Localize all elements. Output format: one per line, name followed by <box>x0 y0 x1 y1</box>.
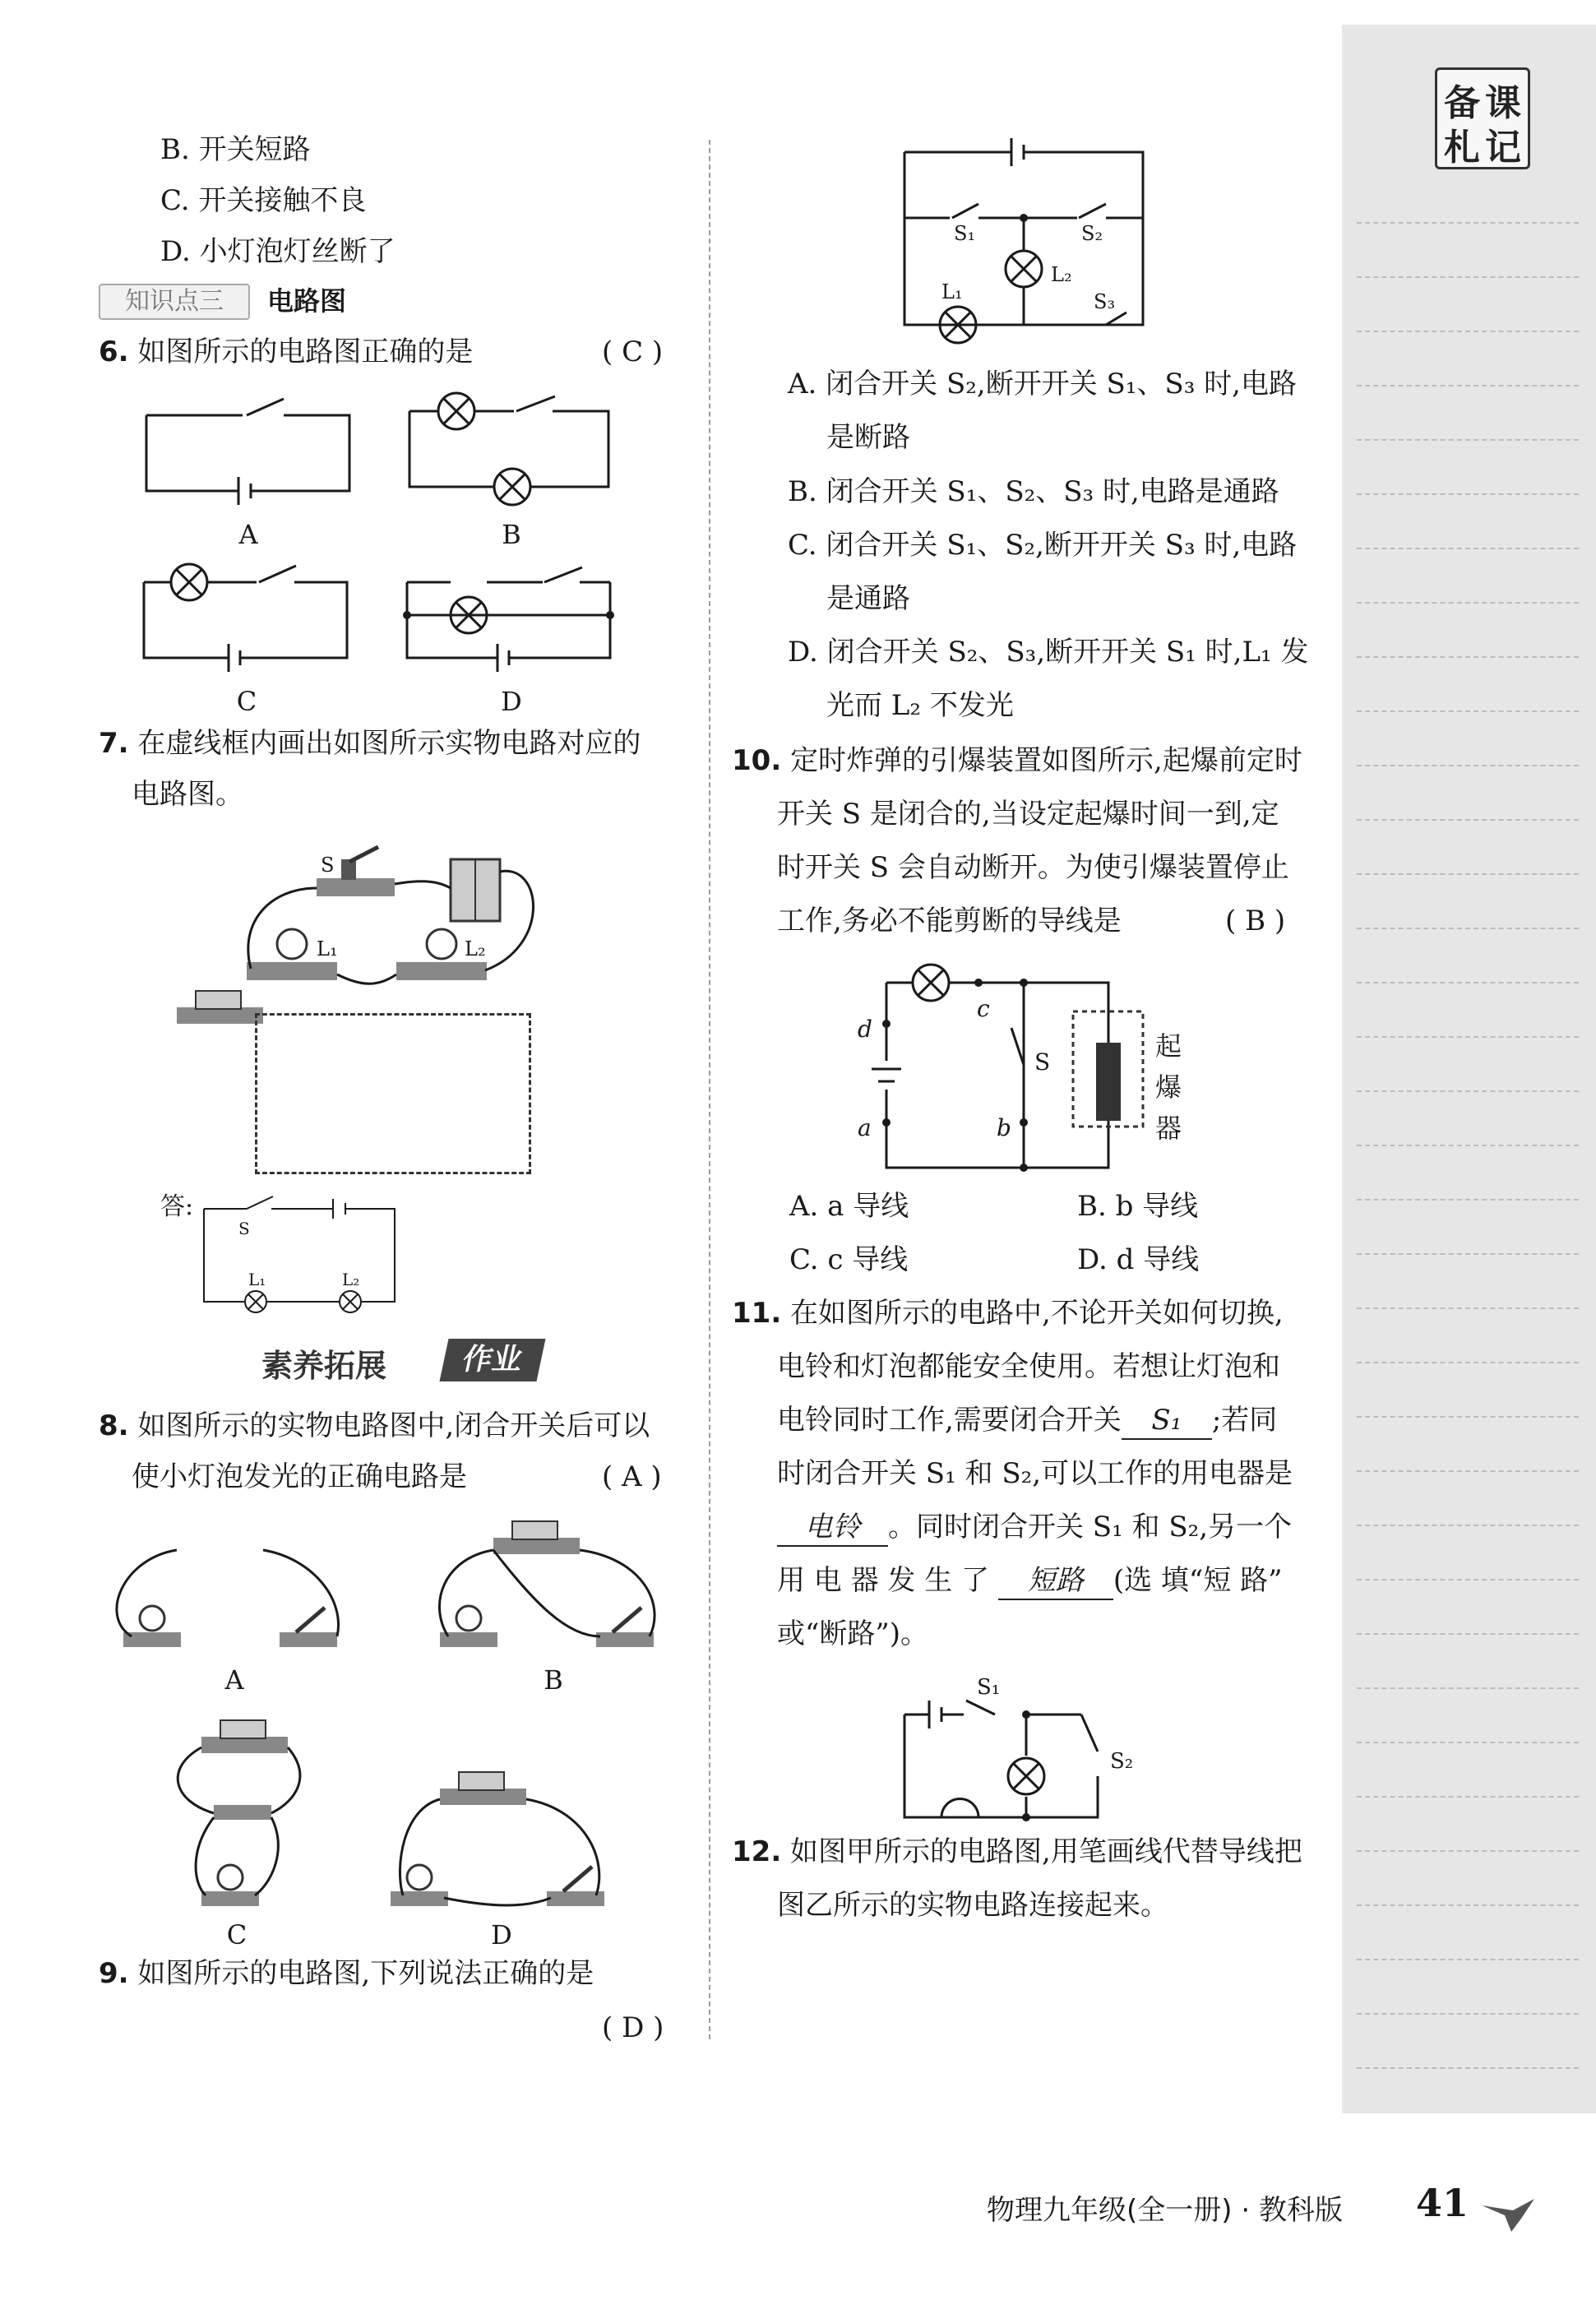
q10-stem <box>732 743 1302 779</box>
q8-line1: 如图所示的实物电路图中,闭合开关后可以 <box>137 1409 650 1442</box>
q10-label-c: c <box>977 995 990 1022</box>
q6-text: 如图所示的电路图正确的是 <box>137 336 474 368</box>
switch-knife-icon <box>341 859 356 880</box>
q7-answer-circuit <box>204 1196 395 1312</box>
q11-blank-2[interactable]: 电铃 <box>777 1509 888 1547</box>
q7-stem <box>99 725 641 761</box>
q10-device-3: 器 <box>1155 1113 1182 1144</box>
q10-line2: 开关 S 是闭合的,当设定起爆时间一到,定 <box>777 798 1279 831</box>
banner-tag: 作业 <box>439 1339 545 1381</box>
q9-option-c: C. 闭合开关 S₁、S₂,断开开关 S₃ 时,电路 <box>788 529 1298 562</box>
q11-line6-post: (选 填“短 路” <box>1113 1564 1283 1597</box>
q7-label-l1: L₁ <box>317 937 338 960</box>
bulb-icon <box>277 929 307 959</box>
q11-label-s1: S₁ <box>977 1675 1001 1700</box>
q9-option-a: A. 闭合开关 S₂,断开开关 S₁、S₃ 时,电路 <box>788 368 1297 400</box>
q10-number: 10. <box>732 744 782 777</box>
q7-answer-label-l1: L₁ <box>248 1270 266 1289</box>
q6-label-a: A <box>238 519 258 550</box>
q8-stem <box>99 1408 650 1444</box>
q7-answer-prefix: 答: <box>160 1192 194 1221</box>
q10-option-c: C. c 导线 <box>789 1243 909 1276</box>
q9-number: 9. <box>99 1957 129 1990</box>
q10-line1: 定时炸弹的引爆装置如图所示,起爆前定时 <box>790 744 1302 777</box>
q9-option-a-cont: 是断路 <box>826 421 910 454</box>
q11-blank-3[interactable]: 短路 <box>998 1562 1113 1600</box>
q9-label-l1: L₁ <box>941 280 963 303</box>
q11-line6-pre: 用 电 器 发 生 了 <box>777 1564 990 1597</box>
bulb-icon <box>427 929 456 959</box>
q11-label-s2: S₂ <box>1110 1749 1134 1774</box>
q9-option-d-cont: 光而 L₂ 不发光 <box>826 689 1014 722</box>
q11-stem <box>732 1295 1284 1331</box>
q6-label-c: C <box>236 686 257 717</box>
q6-circuit-a <box>146 399 349 505</box>
section-tag-label: 知识点三 <box>99 284 250 320</box>
q9-option-b: B. 闭合开关 S₁、S₂、S₃ 时,电路是通路 <box>788 475 1279 508</box>
q12-stem <box>732 1834 1302 1870</box>
q5-option-d: D. 小灯泡灯丝断了 <box>160 235 396 268</box>
footer-book-title: 物理九年级(全一册) · 教科版 <box>987 2194 1343 2227</box>
badge-char: 札 <box>1444 127 1482 169</box>
q9-label-s1: S₁ <box>954 222 976 245</box>
q9-text: 如图所示的电路图,下列说法正确的是 <box>137 1957 594 1990</box>
q8-circuit-c <box>178 1720 300 1906</box>
q6-circuit-b <box>409 393 608 505</box>
q9-option-c-cont: 是通路 <box>826 582 910 615</box>
q9-label-s3: S₃ <box>1094 290 1116 313</box>
q10-label-b: b <box>997 1114 1011 1141</box>
q12-line2: 图乙所示的实物电路连接起来。 <box>777 1889 1168 1922</box>
q10-line4: 工作,务必不能剪断的导线是 <box>777 905 1122 937</box>
q8-line2: 使小灯泡发光的正确电路是 <box>132 1460 467 1493</box>
q7-answer-label-l2: L₂ <box>342 1270 360 1289</box>
q8-number: 8. <box>99 1409 129 1442</box>
detonator-icon <box>1096 1043 1121 1121</box>
q11-line5-post: 。同时闭合开关 S₁ 和 S₂,另一个 <box>888 1511 1293 1543</box>
q12-line1: 如图甲所示的电路图,用笔画线代替导线把 <box>790 1835 1302 1868</box>
badge-char: 课 <box>1485 82 1523 124</box>
q9-label-l2: L₂ <box>1051 263 1072 286</box>
q8-label-b: B <box>544 1664 563 1696</box>
q11-line5 <box>777 1509 1292 1547</box>
q8-circuit-d <box>391 1772 604 1906</box>
q10-option-a: A. a 导线 <box>789 1190 909 1223</box>
q6-label-b: B <box>502 519 521 550</box>
q7-answer-label-s: S <box>238 1219 250 1238</box>
q8-label-c: C <box>226 1919 247 1951</box>
q11-blank-1[interactable]: S₁ <box>1122 1402 1212 1440</box>
q11-number: 11. <box>732 1297 782 1330</box>
q8-circuit-b <box>439 1521 655 1647</box>
page-number: 41 <box>1416 2181 1469 2225</box>
q7-label-l2: L₂ <box>465 937 486 960</box>
q11-line3-post: ;若同 <box>1211 1404 1278 1437</box>
bird-icon <box>1480 2194 1538 2235</box>
q8-label-d: D <box>491 1919 512 1951</box>
q6-label-d: D <box>501 686 522 717</box>
badge-char: 备 <box>1444 82 1482 124</box>
q10-label-s: S <box>1034 1048 1051 1076</box>
q6-number: 6. <box>99 336 129 368</box>
q12-number: 12. <box>732 1835 782 1868</box>
bell-icon <box>941 1799 978 1818</box>
q11-line1: 在如图所示的电路中,不论开关如何切换, <box>790 1297 1284 1330</box>
q7-line2: 电路图。 <box>132 778 243 811</box>
q5-option-b: B. 开关短路 <box>160 133 311 166</box>
q10-device-2: 爆 <box>1155 1071 1182 1103</box>
q11-line3 <box>777 1402 1277 1440</box>
section-title: 电路图 <box>267 285 347 317</box>
badge-char: 记 <box>1485 127 1523 169</box>
q10-label-d: d <box>858 1016 872 1043</box>
q7-label-s: S <box>321 854 335 877</box>
q9-stem <box>99 1955 594 1992</box>
q10-answer: ( B ) <box>1225 905 1286 937</box>
q6-circuit-d <box>403 567 614 672</box>
q7-answer-box[interactable] <box>255 1013 531 1174</box>
q7-number: 7. <box>99 727 129 760</box>
q10-device-1: 起 <box>1155 1030 1182 1062</box>
banner-title: 素养拓展 <box>261 1348 387 1384</box>
q8-label-a: A <box>224 1664 244 1696</box>
q10-option-b: B. b 导线 <box>1077 1190 1199 1223</box>
q8-answer: ( A ) <box>602 1460 662 1493</box>
q6-answer: ( C ) <box>602 336 664 368</box>
q11-line2: 电铃和灯泡都能安全使用。若想让灯泡和 <box>777 1350 1280 1383</box>
q10-option-d: D. d 导线 <box>1077 1243 1200 1276</box>
q7-line1: 在虚线框内画出如图所示实物电路对应的 <box>137 727 641 760</box>
q11-circuit <box>904 1701 1098 1821</box>
q5-option-c: C. 开关接触不良 <box>160 184 367 217</box>
q6-circuit-c <box>144 564 347 672</box>
q10-line3: 时开关 S 会自动断开。为使引爆装置停止 <box>777 851 1289 884</box>
q7-physical-circuit <box>247 847 534 983</box>
q9-option-d: D. 闭合开关 S₂、S₃,断开开关 S₁ 时,L₁ 发 <box>788 636 1309 669</box>
q11-line6 <box>777 1562 1283 1600</box>
q9-label-s2: S₂ <box>1081 222 1103 245</box>
q11-line3-pre: 电铃同时工作,需要闭合开关 <box>777 1404 1122 1437</box>
q11-line7: 或“断路”)。 <box>777 1617 929 1650</box>
q11-line4: 时闭合开关 S₁ 和 S₂,可以工作的用电器是 <box>777 1457 1293 1490</box>
q9-answer: ( D ) <box>602 2011 664 2044</box>
q10-label-a: a <box>858 1114 872 1141</box>
